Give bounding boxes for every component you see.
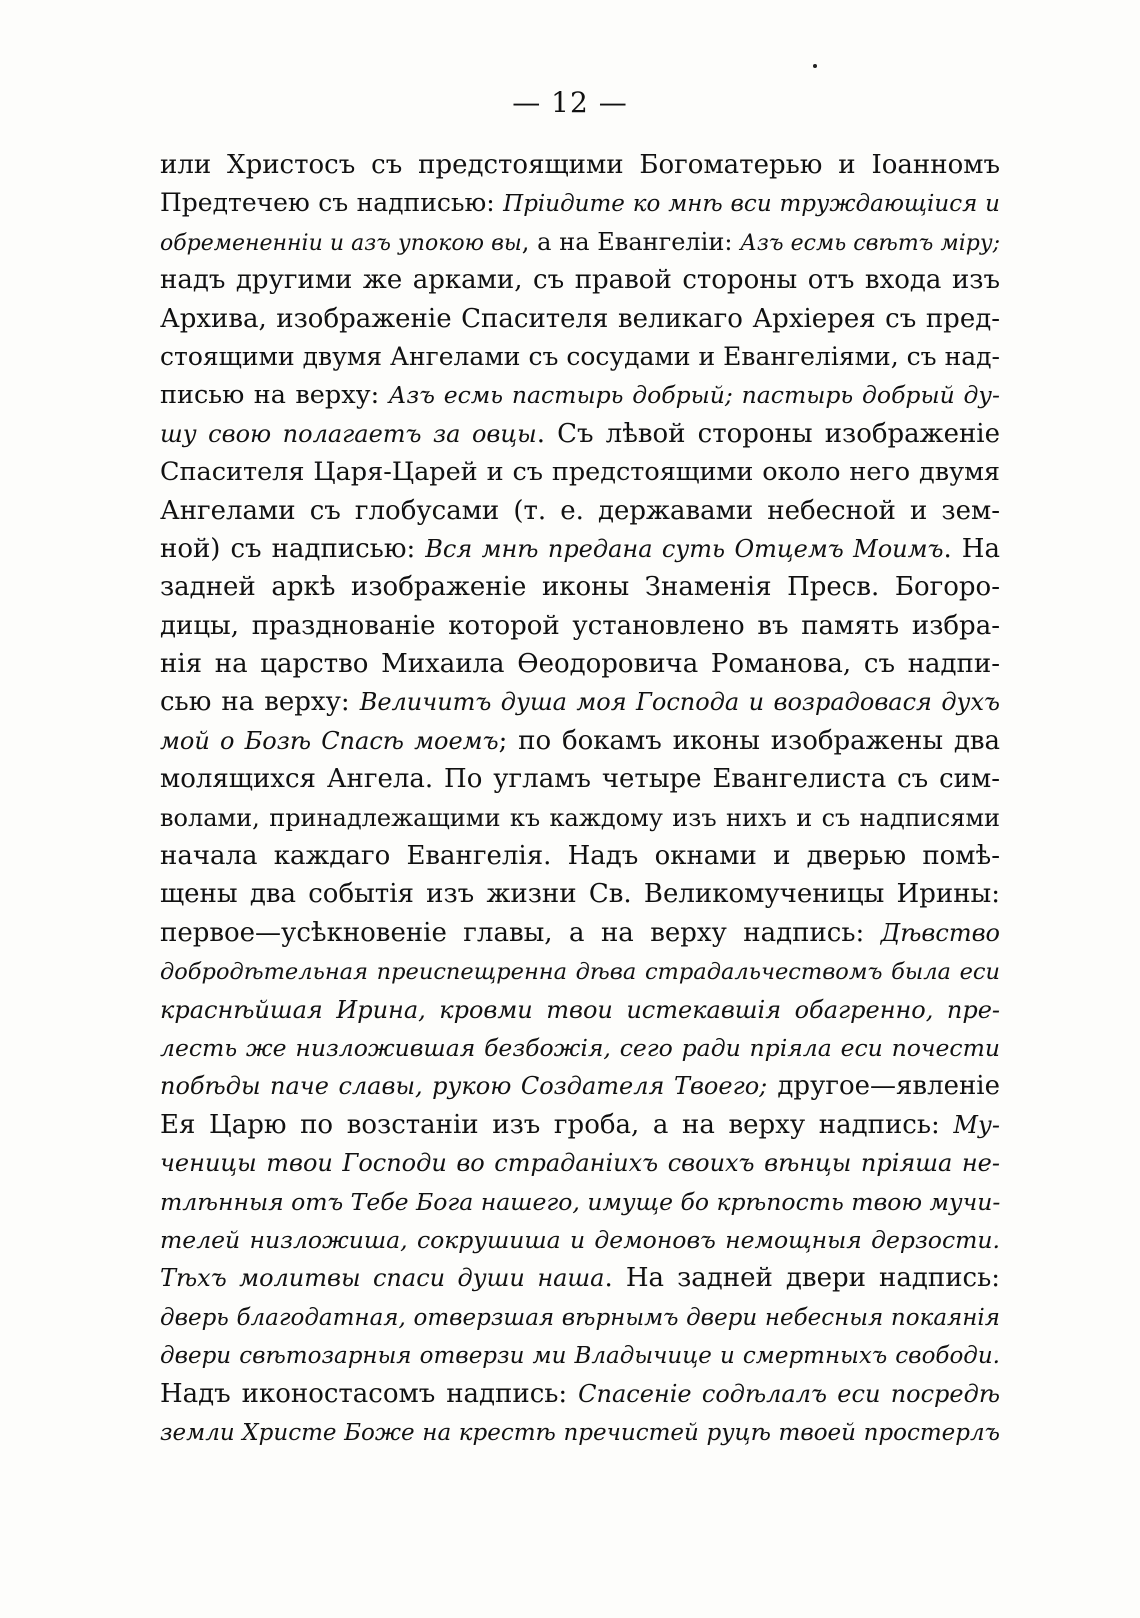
italic-inscription: побѣды паче славы, рукою Создателя Твоего; <box>160 1072 768 1101</box>
text-line <box>160 300 1000 338</box>
text-segment: волами, принадлежащими къ каждому изъ нихъ и съ надписями <box>160 803 1000 832</box>
text-line <box>160 453 1000 491</box>
text-line <box>160 952 1000 990</box>
text-segment: ной) съ надписью: <box>160 533 426 564</box>
text-segment: Ея Царю по возстаніи изъ гроба, а на верху надпись: <box>160 1109 954 1140</box>
text-line <box>160 1259 1000 1297</box>
italic-inscription: дверь благодатная, отверзшая вѣрнымъ двери небесныя покаянія <box>160 1304 1000 1331</box>
text-line <box>160 1298 1000 1336</box>
text-line <box>160 1144 1000 1182</box>
italic-inscription: Азъ есмь свѣтъ міру; <box>740 230 1000 256</box>
italic-inscription: обремененніи и азъ упокою вы <box>160 230 522 256</box>
text-segment: сью на верху: <box>160 687 360 718</box>
text-line <box>160 760 1000 798</box>
italic-inscription: шу свою полагаетъ за овцы <box>160 419 537 448</box>
italic-inscription: Му- <box>953 1110 1000 1139</box>
text-line <box>160 530 1000 568</box>
text-line <box>160 722 1000 760</box>
italic-inscription: ченицы твои Господи во страданіихъ своихъ вѣнцы пріяша не- <box>160 1149 1000 1178</box>
text-line <box>160 184 1000 222</box>
text-segment: молящихся Ангела. По угламъ четыре Евангелиста съ сим- <box>160 764 1000 795</box>
text-line <box>160 683 1000 721</box>
text-segment: Надъ иконостасомъ надпись: <box>160 1378 579 1409</box>
text-segment: или Христосъ съ предстоящими Богоматерью и Іоанномъ <box>160 150 1000 180</box>
text-line <box>160 1375 1000 1413</box>
italic-inscription: двери свѣтозарныя отверзи ми Владычице и смертныхъ свободи. <box>160 1343 1000 1370</box>
text-segment: писью на верху: <box>160 380 389 411</box>
italic-inscription: Величитъ душа моя Господа и возрадовася духъ <box>359 688 1000 717</box>
text-segment: Предтечею съ надписью: <box>160 188 504 218</box>
text-line <box>160 338 1000 376</box>
body-text <box>160 146 1000 1451</box>
text-line <box>160 1221 1000 1259</box>
text-segment: . Съ лѣвой стороны изображеніе <box>536 418 1000 449</box>
text-segment: дицы, празднованіе которой установлено въ память избра- <box>160 610 1000 641</box>
italic-inscription: Дѣвство <box>880 918 1000 947</box>
text-line <box>160 645 1000 683</box>
text-segment: первое—усѣкновеніе главы, а на верху надпись: <box>160 917 881 948</box>
text-segment: ; по бокамъ иконы изображены два <box>498 725 1000 756</box>
italic-inscription: Азъ есмь пастырь добрый; пастырь добрый ду- <box>388 381 1000 410</box>
text-line <box>160 837 1000 875</box>
text-segment: . На <box>943 533 1000 564</box>
speck-mark <box>813 64 817 68</box>
text-line <box>160 1413 1000 1451</box>
text-segment: Спасителя Царя-Царей и съ предстоящими около него двумя <box>160 457 1000 488</box>
text-segment: надъ другими же арками, съ правой стороны отъ входа изъ <box>160 265 1000 296</box>
text-line <box>160 991 1000 1029</box>
text-line <box>160 914 1000 952</box>
text-line <box>160 415 1000 453</box>
italic-inscription: краснѣйшая Ирина, кровми твои истекавшія обагренно, пре- <box>160 995 1000 1024</box>
italic-inscription: Вся мнѣ предана суть Отцемъ Моимъ <box>425 534 944 563</box>
italic-inscription: добродѣтельная преиспещренна дѣва страдальчествомъ была еси <box>160 959 1000 986</box>
text-line <box>160 875 1000 913</box>
text-segment: задней аркѣ изображеніе иконы Знаменія Пресв. Богоро- <box>160 572 1000 603</box>
text-line <box>160 261 1000 299</box>
text-segment: Архива, изображеніе Спасителя великаго Архіерея съ пред- <box>160 303 1000 334</box>
text-line <box>160 1029 1000 1067</box>
italic-inscription: Тѣхъ молитвы спаси души наша <box>160 1264 605 1293</box>
page-number: — 12 — <box>512 86 628 119</box>
italic-inscription: лесть же низложившая безбожія, сего ради пріяла еси почести <box>160 1033 1000 1062</box>
text-line <box>160 146 1000 184</box>
italic-inscription: телей низложиша, сокрушиша и демоновъ немощныя дерзости. <box>160 1225 1000 1254</box>
text-segment: нія на царство Михаила Ѳеодоровича Романова, съ надпи- <box>160 649 1000 680</box>
text-line <box>160 799 1000 837</box>
text-line <box>160 607 1000 645</box>
text-line <box>160 1336 1000 1374</box>
italic-inscription: Пріидите ко мнѣ вси труждающіися и <box>503 191 1000 218</box>
text-segment: стоящими двумя Ангелами съ сосудами и Евангеліями, съ над- <box>160 341 1000 371</box>
text-segment: . На задней двери надпись: <box>604 1263 1000 1294</box>
text-line <box>160 492 1000 530</box>
text-line <box>160 1183 1000 1221</box>
italic-inscription: Спасеніе содѣлалъ еси посредѣ <box>578 1379 1000 1408</box>
text-line <box>160 376 1000 414</box>
text-line <box>160 1106 1000 1144</box>
text-line <box>160 1067 1000 1105</box>
text-segment: другое—явленіе <box>767 1071 1000 1102</box>
text-segment: начала каждаго Евангелія. Надъ окнами и дверью помѣ- <box>160 841 1000 872</box>
text-segment: щены два событія изъ жизни Св. Великомученицы Ирины: <box>160 879 1000 910</box>
italic-inscription: тлѣнныя отъ Тебе Бога нашего, имуще бо крѣпость твою мучи- <box>160 1187 1000 1216</box>
text-line <box>160 223 1000 261</box>
italic-inscription: земли Христе Боже на крестѣ пречистей руцѣ твоей простерлъ <box>160 1419 1000 1446</box>
italic-inscription: мой о Бозѣ Спасѣ моемъ <box>160 726 499 755</box>
text-line <box>160 568 1000 606</box>
text-segment: Ангелами съ глобусами (т. е. державами небесной и зем- <box>160 495 1000 526</box>
text-segment: , а на Евангеліи: <box>521 227 741 256</box>
